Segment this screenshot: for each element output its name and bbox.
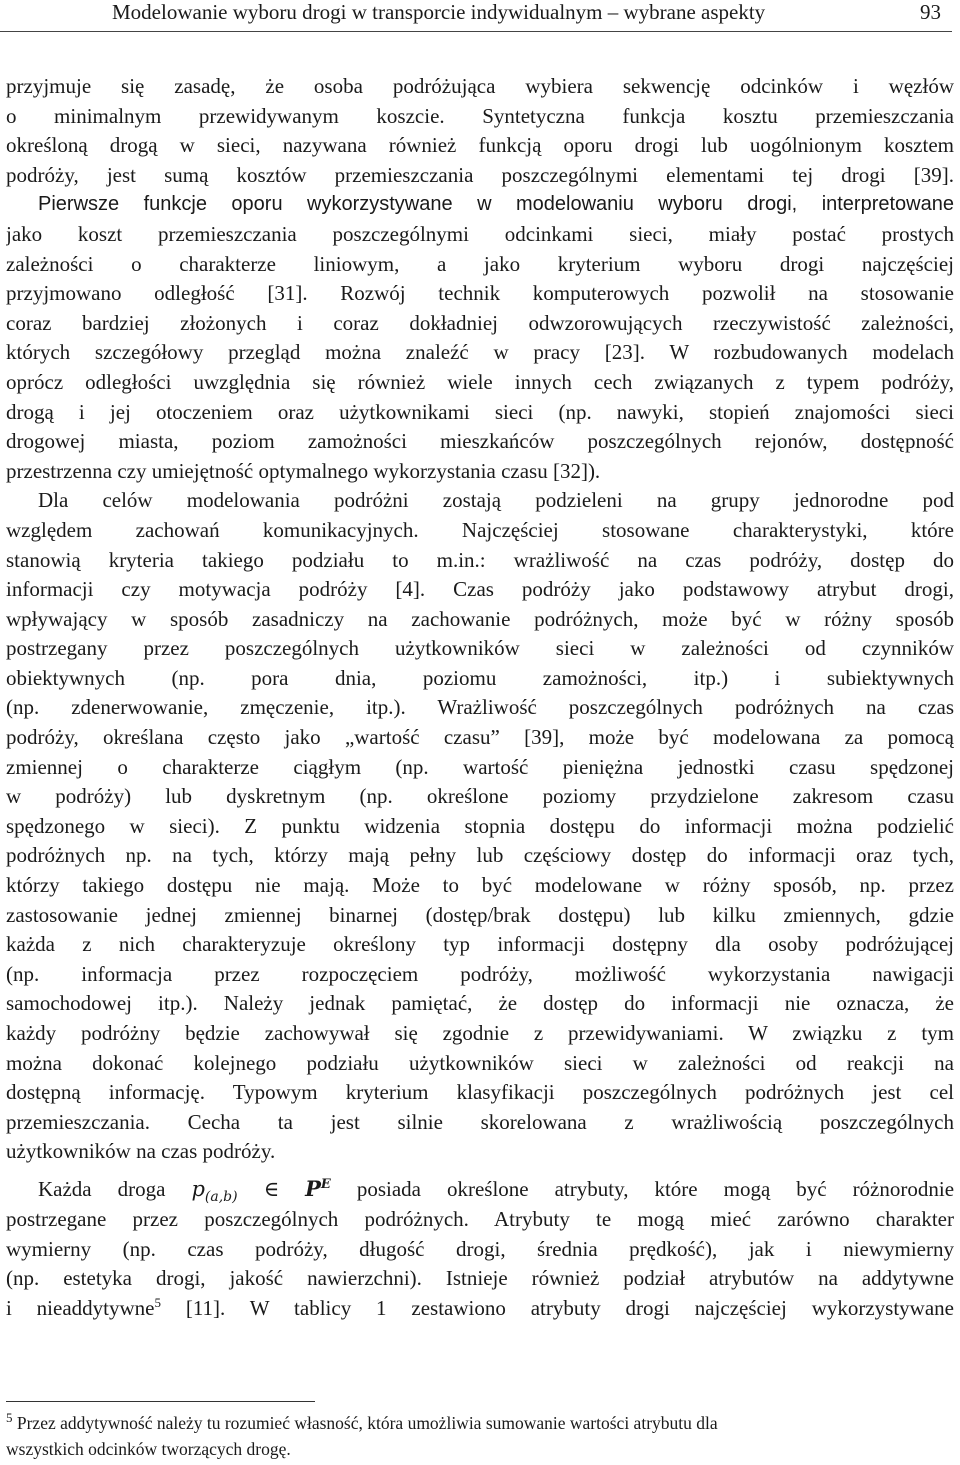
text-line-with-formula [6,1173,954,1205]
text-line: postrzegany przez poszczególnych użytkowników sieci w zależności od czynników [6,636,954,661]
text-fragment: i nieaddytywne [6,1295,155,1320]
footnote-number: 5 [6,1410,13,1426]
math-variable-p: p [191,1176,205,1201]
running-title: Modelowanie wyboru drogi w transporcie indywidualnym – wybrane aspekty [112,0,766,24]
text-line: (np. zdenerwowanie, zmęczenie, itp.). Wrażliwość poszczególnych podróżnych na czas [6,695,954,720]
footnote-line: wszystkich odcinków tworzących drogę. [6,1439,291,1459]
footnote-text: Przez addytywność należy tu rozumieć własność, która umożliwia sumowanie wartości atrybutu dla [12,1413,718,1433]
text-line: zależności o charakterze liniowym, a jako kryterium wyboru drogi najczęściej [6,251,954,276]
text-fragment: Każda droga [38,1176,166,1201]
header-rule [0,31,952,32]
text-line: oprócz odległości uwzględnia się również wiele innych cech związanych z typem podróży, [6,369,954,394]
text-line: przestrzenna czy umiejętność optymalnego wykorzystania czasu [32]). [6,458,601,483]
text-line: drogowej miasta, poziom zamożności mieszkańców poszczególnych rejonów, dostępność [6,429,954,454]
text-line: każda z nich charakteryzuje określony typ informacji dostępny dla osoby podróżującej [6,932,954,957]
formula-path-symbol [191,1176,238,1205]
paragraph-2 [6,190,954,486]
page-number: 93 [920,0,941,24]
text-line: zmiennej o charakterze ciągłym (np. wartość pieniężna jednostki czasu spędzonej [6,754,954,779]
text-line: względem zachowań komunikacyjnych. Najczęściej stosowane charakterystyki, które [6,517,954,542]
math-superscript-E: E [320,1176,331,1192]
text-line: postrzegane przez poszczególnych podróżnych. Atrybuty te mogą mieć zarówno charakter [6,1206,954,1231]
math-set-P: P [305,1175,321,1201]
text-line: przyjmuje się zasadę, że osoba podróżująca wybiera sekwencję odcinków i węzłów [6,74,954,98]
paragraph-3 [6,486,954,1167]
text-line: Dla celów modelowania podróżni zostają podzieleni na grupy jednorodne pod [38,488,954,513]
text-line: (np. estetyka drogi, jakość nawierzchni). Istnieje również podział atrybutów na addytywne [6,1266,954,1291]
text-line: każdy podróżny będzie zachowywał się zgodnie z przewidywaniami. W związku z tym [6,1021,954,1045]
text-fragment: posiada określone atrybuty, które mogą być różnorodnie [356,1176,954,1201]
text-line: którzy takiego dostępu nie mają. Może to być modelowane w różny sposób, np. przez [6,873,954,898]
text-line: samochodowej itp.). Należy jednak pamiętać, że dostęp do informacji nie oznacza, że [6,991,954,1016]
text-line: drogą i jej otoczeniem oraz użytkownikami sieci (np. nawyki, stopień znajomości sieci [6,399,954,424]
text-line: wymierny (np. czas podróży, długość drogi, średnia prędkość), jak i niewymierny [6,1236,954,1261]
text-line: można dokonać kolejnego podziału użytkowników sieci w zależności od reakcji na [6,1050,954,1075]
text-line: jako koszt przemieszczania poszczególnymi odcinkami sieci, miały postać prostych [6,221,954,246]
formula-set-symbol [305,1176,331,1201]
text-line: stanowią kryteria takiego podziału to m.in.: wrażliwość na czas podróży, dostęp do [6,547,954,572]
footnote-reference[interactable]: 5 [154,1294,161,1310]
math-subscript: (a,b) [204,1189,238,1205]
body-text [6,72,954,1323]
text-line: dostępną informację. Typowym kryterium klasyfikacji poszczególnych podróżnych jest cel [6,1080,954,1105]
text-fragment: [11]. W tablicy 1 zestawiono atrybuty drogi najczęściej wykorzystywane [160,1295,954,1320]
text-line: Pierwsze funkcje oporu wykorzystywane w modelowaniu wyboru drogi, interpretowane [38,193,954,216]
text-line: zastosowanie jednej zmiennej binarnej (dostęp/brak dostępu) lub kilku zmiennych, gdzie [6,902,954,927]
text-line: przemieszczania. Cecha ta jest silnie skorelowana z wrażliwością poszczególnych [6,1109,954,1134]
footnote-line [6,1410,946,1436]
running-header [0,0,960,28]
text-line: informacji czy motywacja podróży [4]. Czas podróży jako podstawowy atrybut drogi, [6,577,954,602]
element-of-symbol: ∈ [263,1176,280,1201]
text-line: coraz bardziej złożonych i coraz dokładniej odwzorowujących rzeczywistość zależności, [6,310,954,335]
text-line: obiektywnych (np. pora dnia, poziomu zamożności, itp.) i subiektywnych [6,665,954,690]
text-line: o minimalnym przewidywanym koszcie. Syntetyczna funkcja kosztu przemieszczania [6,103,954,128]
text-line: określoną drogą w sieci, nazywana również funkcją oporu drogi lub uogólnionym kosztem [6,133,954,158]
text-line: przyjmowano odległość [31]. Rozwój technik komputerowych pozwolił na stosowanie [6,281,954,306]
text-line: podróżnych np. na tych, którzy mają pełny lub częściowy dostęp do informacji oraz tych, [6,843,954,868]
text-line: (np. informacja przez rozpoczęciem podróży, możliwość wykorzystania nawigacji [6,961,954,986]
paragraph-4 [6,1173,954,1323]
text-line: użytkowników na czas podróży. [6,1139,276,1164]
text-line: których szczegółowy przegląd można znaleźć w pracy [23]. W rozbudowanych modelach [6,340,954,365]
text-line: podróży, określana często jako „wartość czasu” [39], może być modelowana za pomocą [6,725,954,750]
footnote [6,1410,946,1462]
footnote-rule [6,1401,315,1402]
text-line: wpływający w sposób zasadniczy na zachowanie podróżnych, może być w różny sposób [6,606,954,631]
text-line: w podróży) lub dyskretnym (np. określone poziomy przydzielone zakresom czasu [6,784,954,809]
text-line: spędzonego w sieci). Z punktu widzenia stopnia dostępu do informacji można podzielić [6,813,954,838]
text-line-with-footnote-ref [6,1294,954,1324]
paragraph-1 [6,72,954,190]
text-line: podróży, jest sumą kosztów przemieszczania poszczególnymi elementami tej drogi [39]. [6,162,954,187]
